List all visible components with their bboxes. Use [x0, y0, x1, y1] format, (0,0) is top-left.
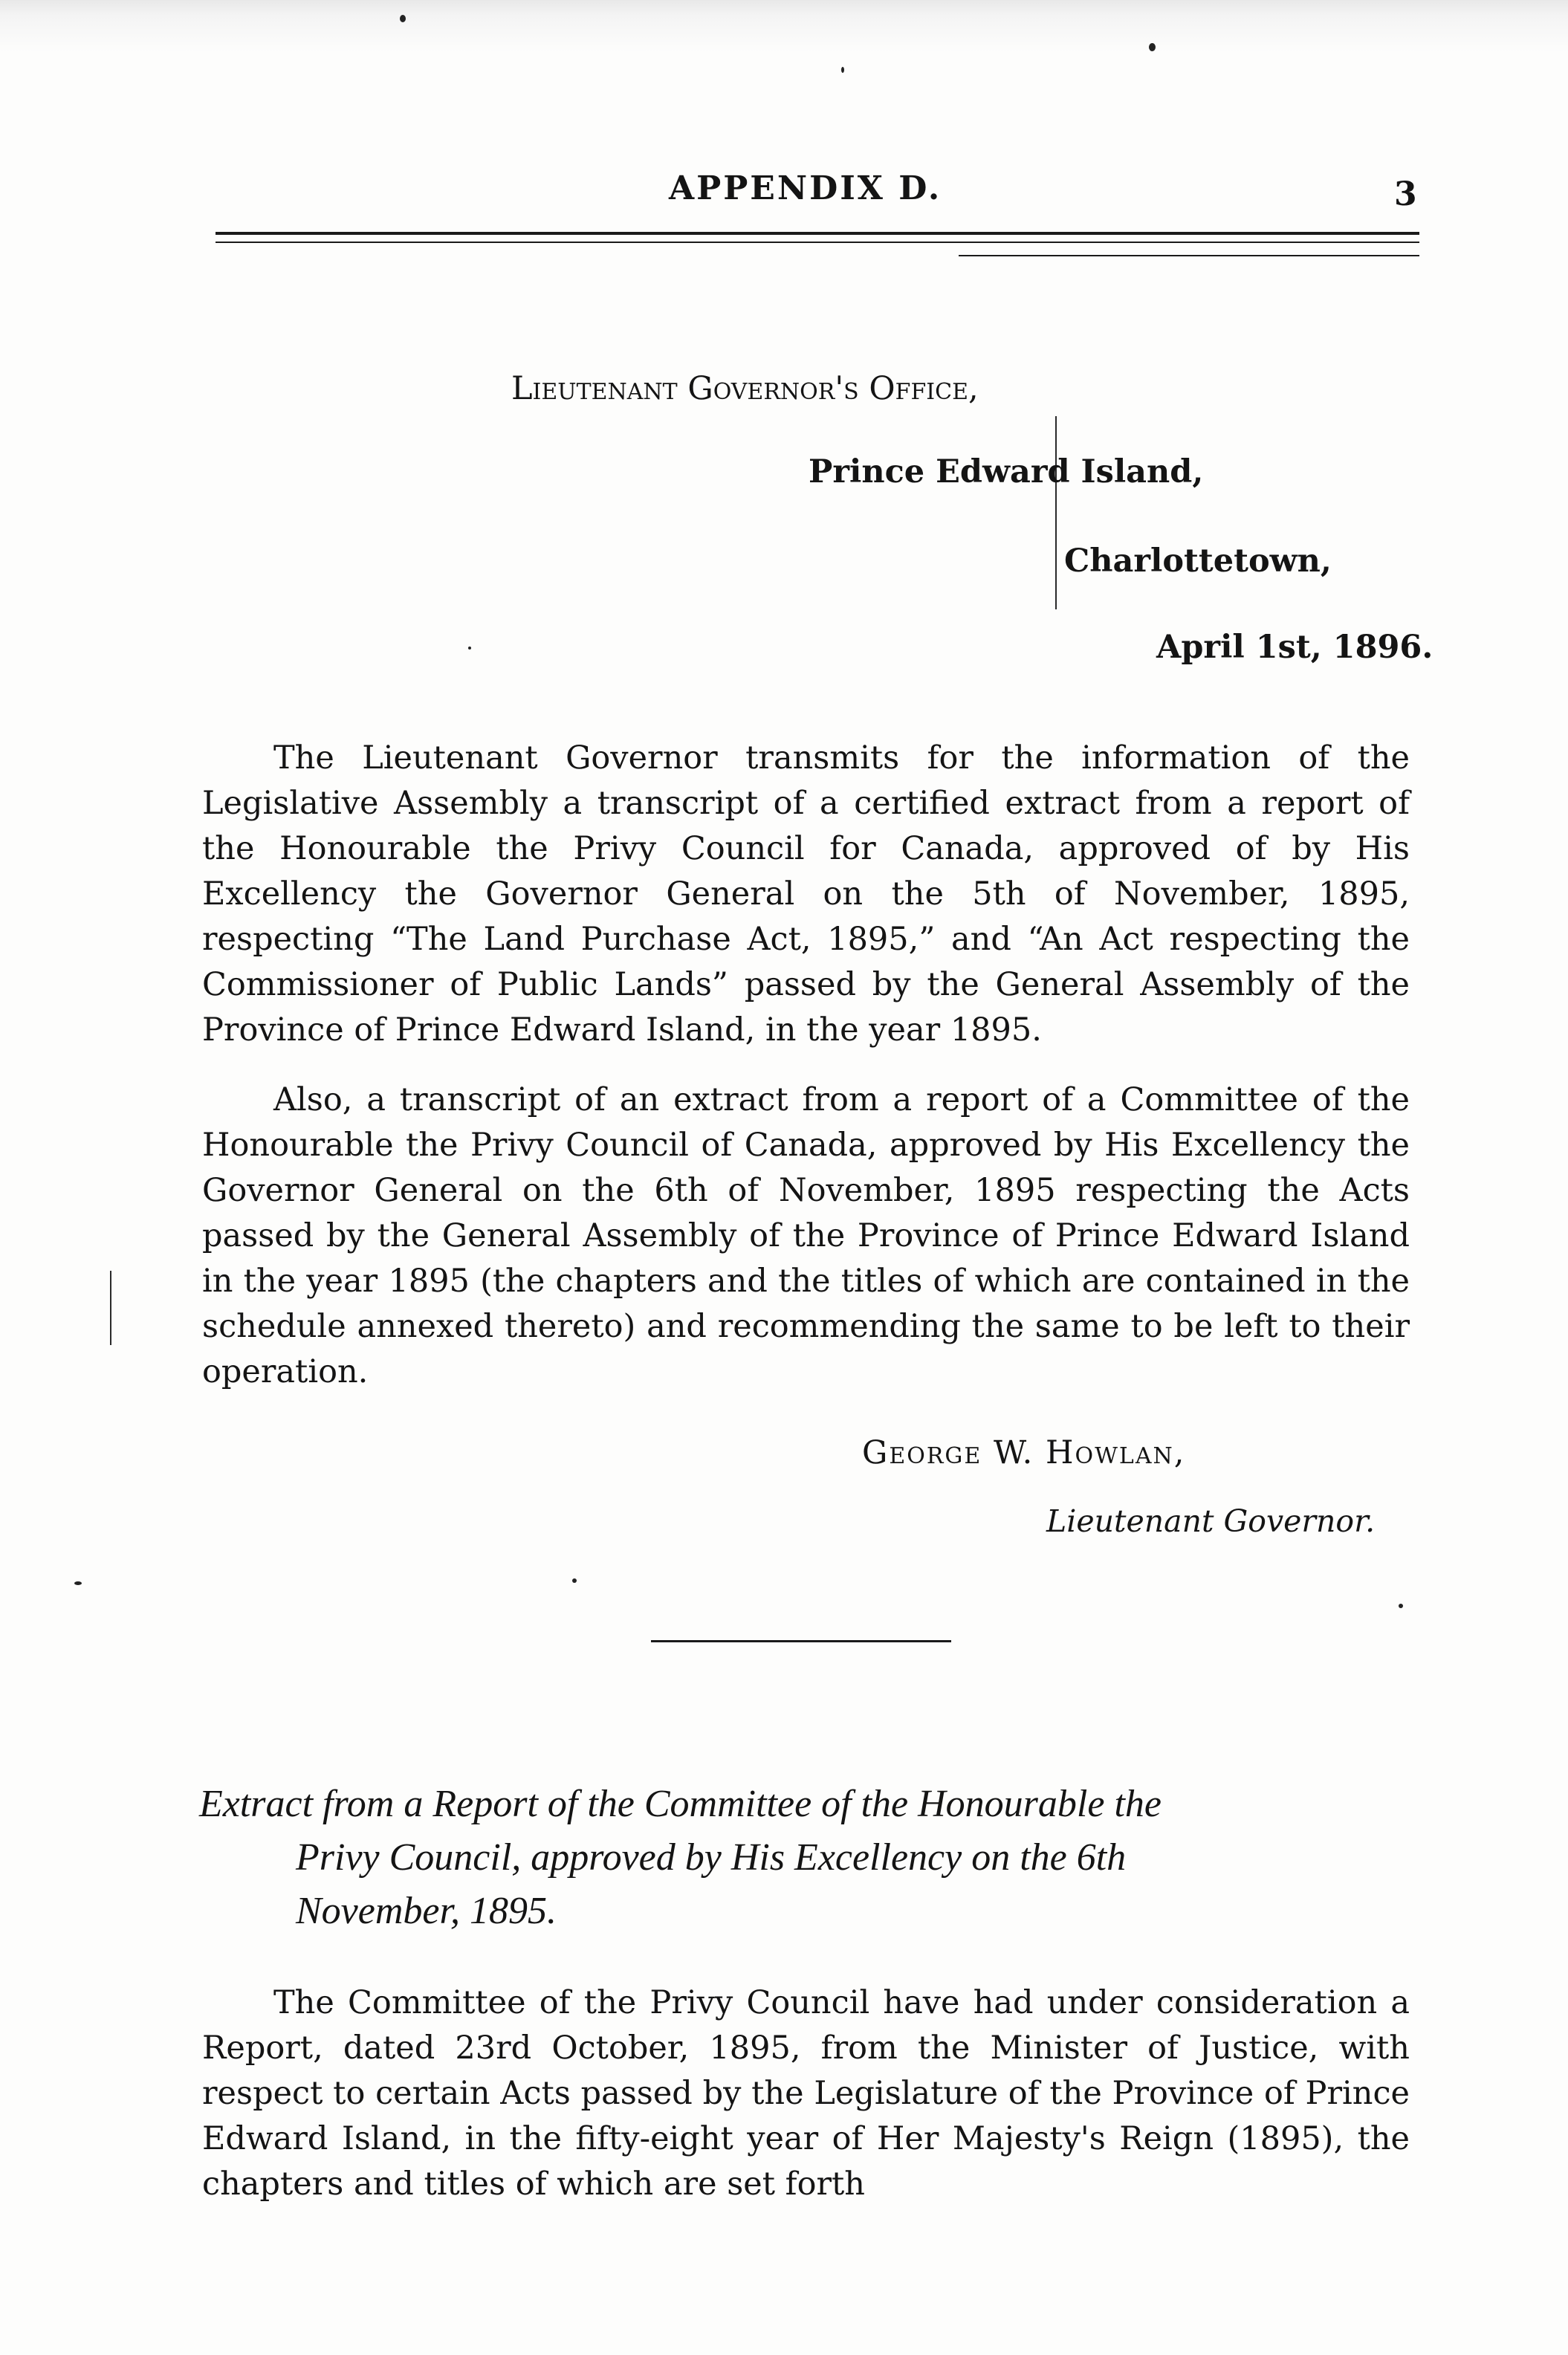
header-rule-extension: [959, 255, 1419, 256]
extract-heading-line1: Extract from a Report of the Committee of the Honourable the: [199, 1783, 1162, 1825]
signature-name: George W. Howlan,: [862, 1434, 1186, 1471]
extract-heading: [199, 1778, 1418, 1938]
paragraph-extract: [202, 1980, 1410, 2207]
scan-mark: [1055, 416, 1057, 609]
paragraph-also: [202, 1078, 1410, 1395]
extract-heading-line2: Privy Council, approved by His Excellency on the 6th: [296, 1836, 1127, 1879]
running-header: APPENDIX D.: [669, 169, 942, 207]
city-line: Charlottetown,: [1064, 542, 1332, 580]
extract-heading-line3: November, 1895.: [296, 1890, 557, 1932]
header-rule-top: [216, 232, 1419, 235]
date-line: April 1st, 1896.: [1156, 629, 1433, 666]
page-number: 3: [1394, 175, 1417, 213]
paragraph-transmittal: [202, 736, 1410, 1053]
scan-mark: [110, 1271, 111, 1345]
paragraph-extract-text: The Committee of the Privy Council have had under consideration a Report, dated 23rd October, 1895, from the Minister of Justice, with respect to certain Acts passed by the Legislature of the Province of Prince Edward Island, in the fifty-eight year of Her Majesty's Reign (1895), the chapters and titles of which are set forth: [202, 1984, 1410, 2203]
scan-edge-noise: [0, 0, 1568, 52]
paragraph-also-text: Also, a transcript of an extract from a report of a Committee of the Honourable the Privy Council of Canada, approved by His Excellency the Governor General on the 6th of November, 1895 respecting the Acts passed by the General Assembly of the Province of Prince Edward Island in the year 1895 (the chapters and the titles of which are contained in the schedule annexed thereto) and recommending the same to be left to their operation.: [202, 1081, 1410, 1390]
scan-speck: [572, 1578, 577, 1583]
scan-speck: [74, 1581, 82, 1585]
paragraph-transmittal-text: The Lieutenant Governor transmits for the information of the Legislative Assembly a transcript of a certified extract from a report of the Honourable the Privy Council for Canada, approved of by His Excellency the Governor General on the 5th of November, 1895, respecting “The Land Purchase Act, 1895,” and “An Act respecting the Commissioner of Public Lands” passed by the General Assembly of the Province of Prince Edward Island, in the year 1895.: [202, 739, 1410, 1049]
scan-speck: [400, 15, 406, 22]
scan-speck: [1149, 43, 1156, 51]
header-rule-bottom: [216, 242, 1419, 243]
province-line: Prince Edward Island,: [809, 453, 1204, 490]
office-line: Lieutenant Governor's Office,: [511, 370, 979, 407]
signature-title: Lieutenant Governor.: [1046, 1503, 1376, 1539]
scan-speck: [468, 647, 471, 650]
scan-speck: [1399, 1604, 1403, 1608]
scan-speck: [841, 67, 844, 73]
section-divider: [651, 1640, 951, 1642]
